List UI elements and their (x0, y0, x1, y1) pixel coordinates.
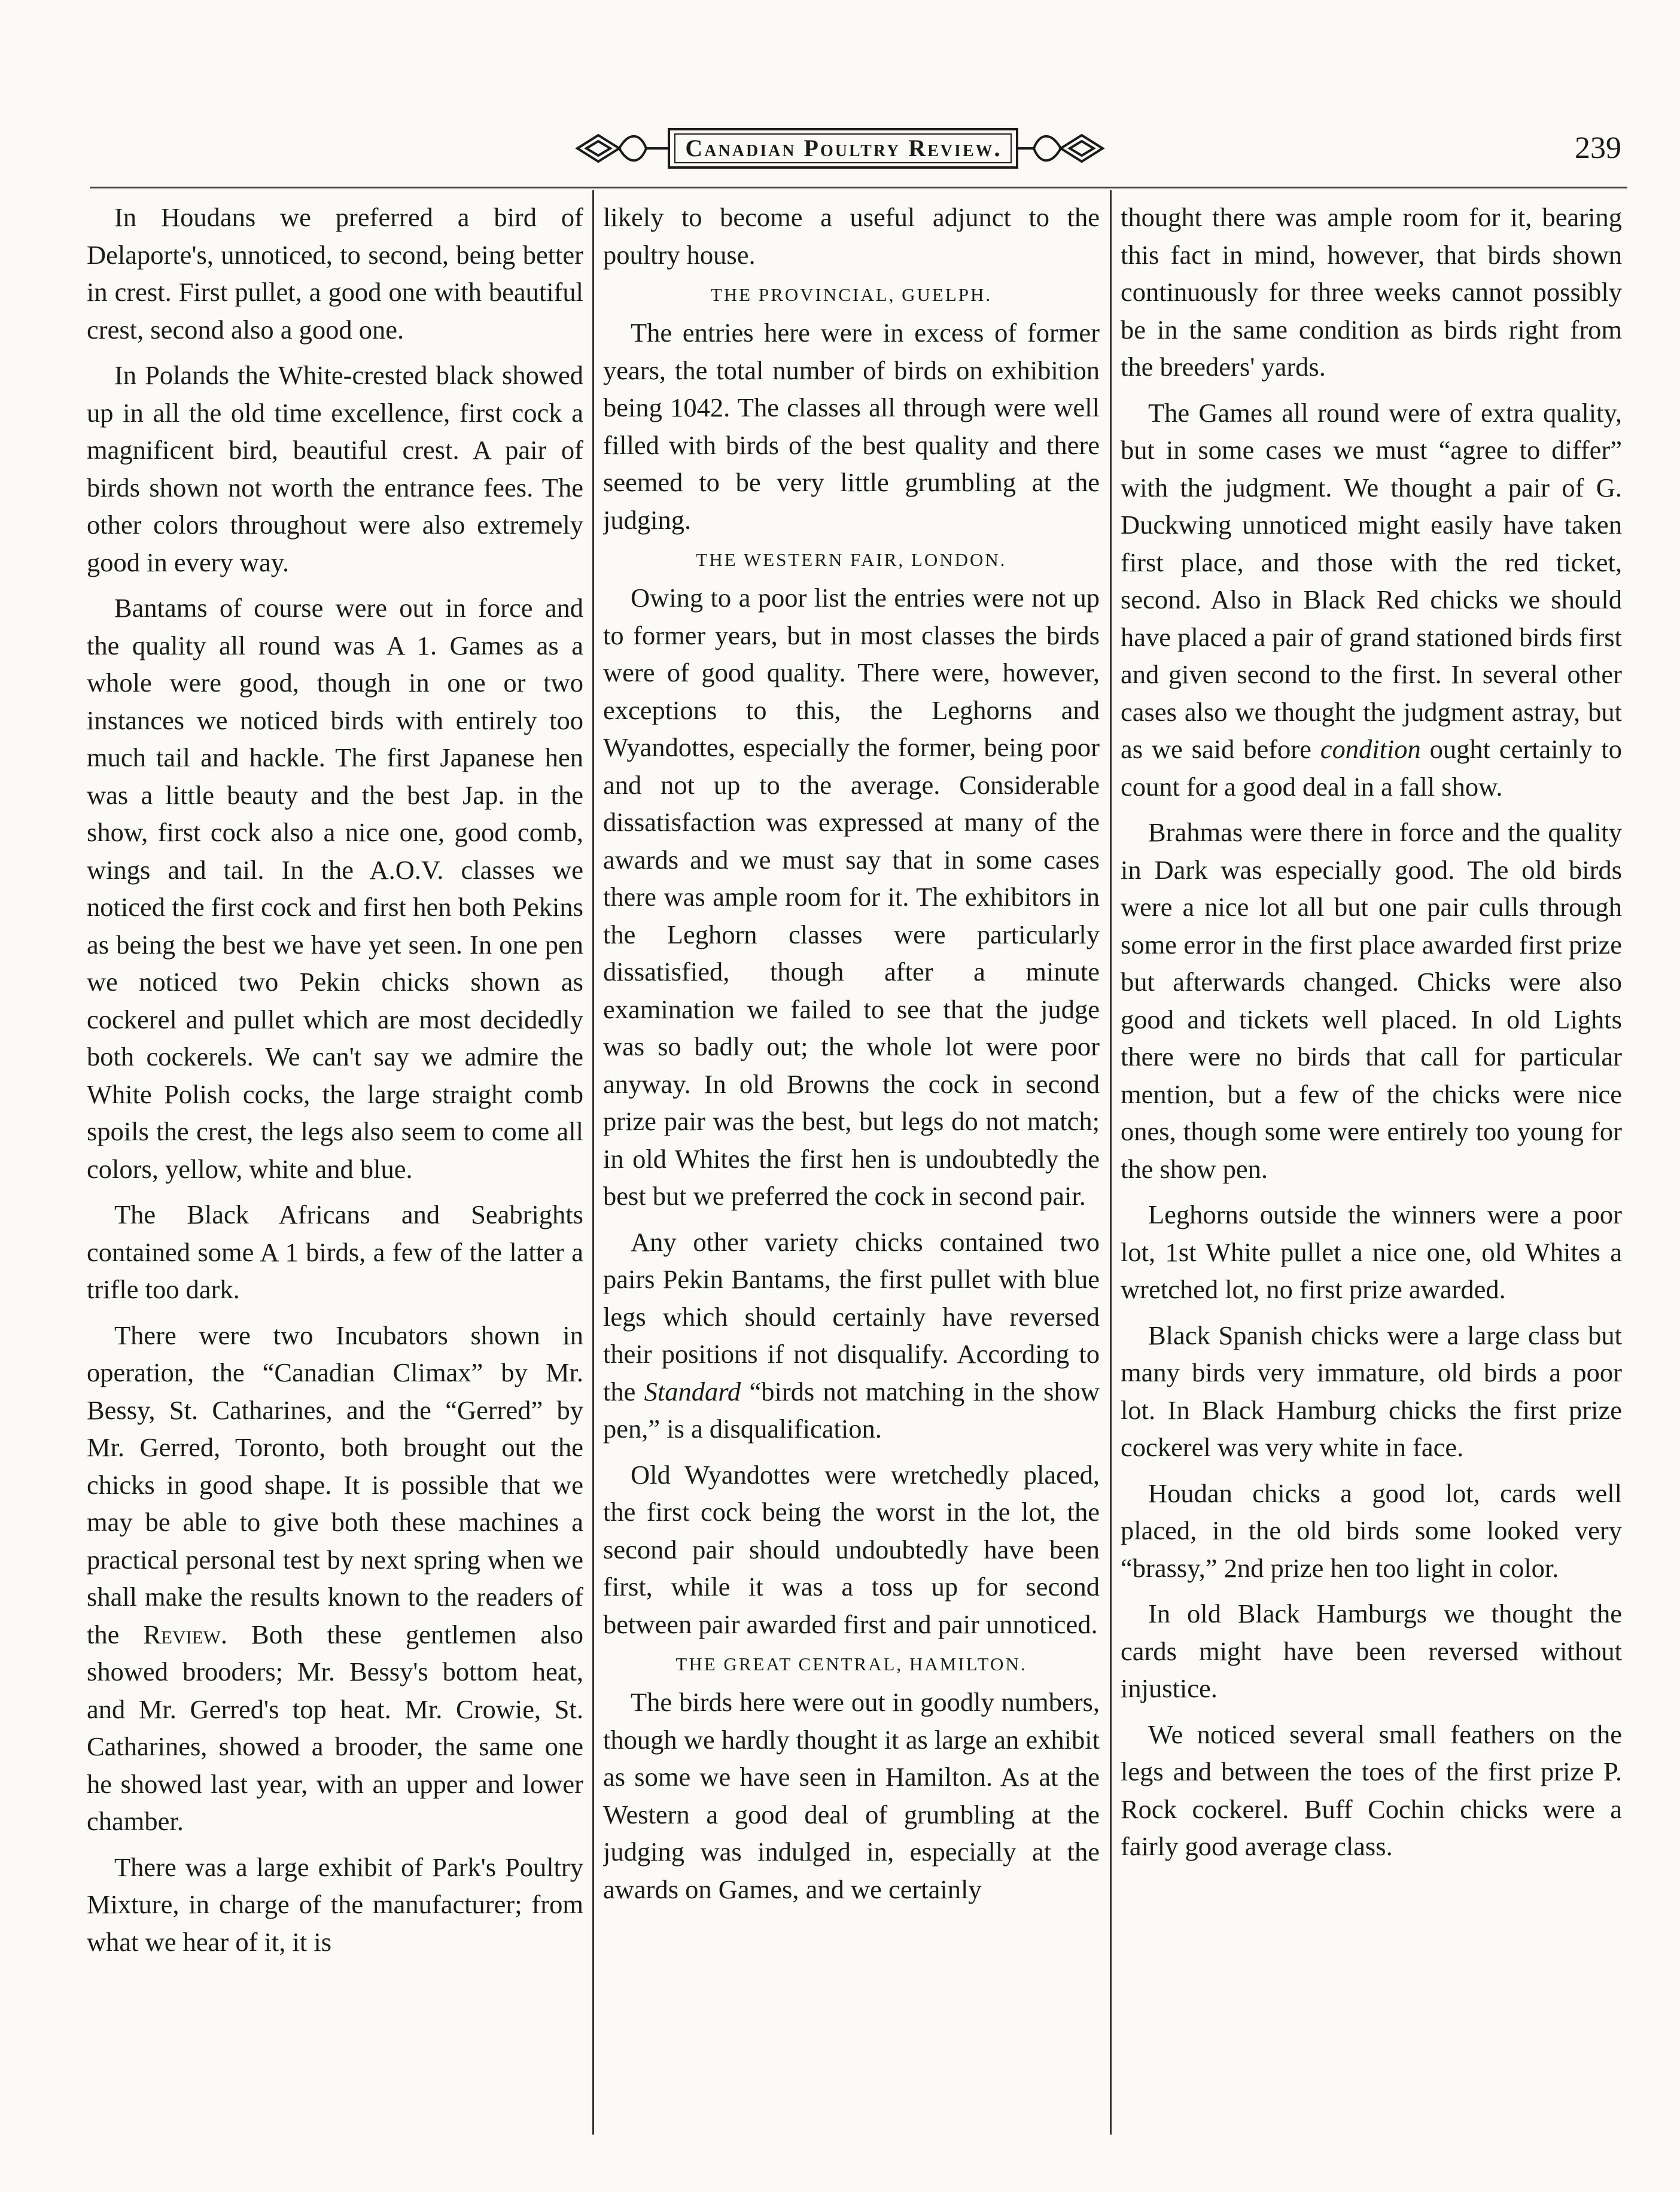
paragraph-great-central: The birds here were out in goodly numbers, though we hardly thought it as large an exhibit as some we have seen in Hamilton. As at the Western a good deal of grumbling at the judging was indulged in, especially at the awards on Games, and we certainly (603, 1687, 1100, 1904)
paragraph-parks-mixture: There was a large exhibit of Park's Poultry Mixture, in charge of the manufacturer; from what we hear of it, it is (87, 1852, 583, 1957)
condition-word: condition (1320, 734, 1421, 764)
review-word: Review (143, 1619, 221, 1649)
standard-word: Standard (644, 1376, 741, 1406)
header-rule (90, 187, 1627, 188)
page-number: 239 (1575, 131, 1621, 165)
paragraph-houdan-chicks: Houdan chicks a good lot, cards well placed, in the old birds some looked very “brassy,” 2nd prize hen too light in color. (1121, 1478, 1622, 1583)
column-divider (1110, 190, 1112, 2135)
paragraph-houdans: In Houdans we preferred a bird of Delaporte's, unnoticed, to second, being better in crest. First pullet, a good one with beautiful crest, second also a good one. (87, 202, 583, 345)
column-divider (592, 190, 594, 2135)
aov-start: Any other variety chicks contained two pairs Pekin Bantams, the first pullet with blue legs which should certainly have reversed their positions if not disqualify. According to the (603, 1226, 1100, 1406)
column-1 (87, 199, 583, 2131)
games-end: ought certainly to count for a good deal in a fall show. (1121, 734, 1622, 802)
paragraph-continuation: thought there was ample room for it, bearing this fact in mind, however, that birds shown continuously for three weeks cannot possibly be in the same condition as birds right from the breeders' yards. (1121, 202, 1622, 382)
paragraph-provincial: The entries here were in excess of former years, the total number of birds on exhibition being 1042. The classes all through were well filled with birds of the best quality and there seemed to be very little grumbling at the judging. (603, 318, 1100, 535)
paragraph-black-spanish: Black Spanish chicks were a large class but many birds very immature, old birds a poor lot. In Black Hamburg chicks the first prize cockerel was very white in face. (1121, 1320, 1622, 1462)
paragraph-leghorns: Leghorns outside the winners were a poor lot, 1st White pullet a nice one, old Whites a wretched lot, no first prize awarded. (1121, 1199, 1622, 1304)
paragraph-games (1121, 394, 1622, 806)
column-2 (603, 199, 1100, 2131)
paragraph-feathers: We noticed several small feathers on the legs and between the toes of the first prize P. Rock cockerel. Buff Cochin chicks were a fairly good average class. (1121, 1719, 1622, 1861)
paragraph-brahmas: Brahmas were there in force and the quality in Dark was especially good. The old birds were a nice lot all but one pair culls through some error in the first place awarded first prize but afterwards changed. Chicks were also good and tickets well placed. In old Lights there were no birds that call for particular mention, but a few of the chicks were nice ones, though some were entirely too young for the show pen. (1121, 817, 1622, 1184)
aov-end: “birds not matching in the show pen,” is a disqualification. (603, 1376, 1100, 1444)
paragraph-black-hamburgs: In old Black Hamburgs we thought the cards might have been reversed without injustice. (1121, 1599, 1622, 1703)
paragraph-black-africans: The Black Africans and Seabrights contained some A 1 birds, a few of the latter a trifle too dark. (87, 1199, 583, 1304)
paragraph-incubators-end: . Both these gentlemen also showed brooders; Mr. Bessy's bottom heat, and Mr. Gerred's top heat. Mr. Crowie, St. Catharines, showed a brooder, the same one he showed last year, with an upper and lower chamber. (87, 1619, 583, 1836)
paragraph-continuation: likely to become a useful adjunct to the poultry house. (603, 202, 1100, 270)
section-heading-western-fair: THE WESTERN FAIR, LONDON. (696, 549, 1007, 570)
paragraph-incubators (87, 1317, 583, 1840)
paragraph-wyandottes: Old Wyandottes were wretchedly placed, the first cock being the worst in the lot, the second pair should undoubtedly have been first, while it was a toss up for second between pair awarded first and pair unnoticed. (603, 1459, 1100, 1639)
paragraph-western-fair: Owing to a poor list the entries were not up to former years, but in most classes the birds were of good quality. There were, however, exceptions to this, the Leghorns and Wyandottes, especially the former, being poor and not up to the average. Considerable dissatisfaction was expressed at many of the awards and we must say that in some cases there was ample room for it. The exhibitors in the Leghorn classes were particularly dissatisfied, though after a minute examination we failed to see that the judge was so badly out; the whole lot were poor anyway. In old Browns the cock in second prize pair was the best, but legs do not match; in old Whites the first hen is undoubtedly the best but we preferred the cock in second pair. (603, 583, 1100, 1211)
paragraph-bantams: Bantams of course were out in force and the quality all round was A 1. Games as a whole were good, though in one or two instances we noticed birds with entirely too much tail and hackle. The first Japanese hen was a little beauty and the best Jap. in the show, first cock also a nice one, good comb, wings and tail. In the A.O.V. classes we noticed the first cock and first hen both Pekins as being the best we have yet seen. In one pen we noticed two Pekin chicks shown as cockerel and pullet which are most decidedly both cockerels. We can't say we admire the White Polish cocks, the large straight comb spoils the crest, the legs also seem to come all colors, yellow, white and blue. (87, 593, 583, 1184)
paragraph-incubators-start: There were two Incubators shown in operation, the “Canadian Climax” by Mr. Bessy, St. Catharines, and the “Gerred” by Mr. Gerred, Toronto, both brought out the chicks in good shape. It is possible that we may be able to give both these machines a practical personal test by next spring when we shall make the results known to the readers of the (87, 1320, 583, 1649)
games-start: The Games all round were of extra quality, but in some cases we must “agree to differ” with the judgment. We thought a pair of G. Duckwing unnoticed might easily have taken first place, and those with the red ticket, second. Also in Black Red chicks we should have placed a pair of grand stationed birds first and given second to the first. In several other cases also we thought the judgment astray, but as we said before (1121, 397, 1622, 764)
column-3 (1121, 199, 1622, 2131)
paragraph-polands: In Polands the White-crested black showed up in all the old time excellence, first cock a magnificent bird, beautiful crest. A pair of birds shown not worth the entrance fees. The other colors throughout were also extremely good in every way. (87, 360, 583, 577)
section-heading-provincial: THE PROVINCIAL, GUELPH. (710, 284, 993, 305)
paragraph-any-other-variety (603, 1223, 1100, 1448)
section-heading-great-central: THE GREAT CENTRAL, HAMILTON. (675, 1654, 1027, 1675)
masthead-title: Canadian Poultry Review. (685, 135, 1002, 162)
